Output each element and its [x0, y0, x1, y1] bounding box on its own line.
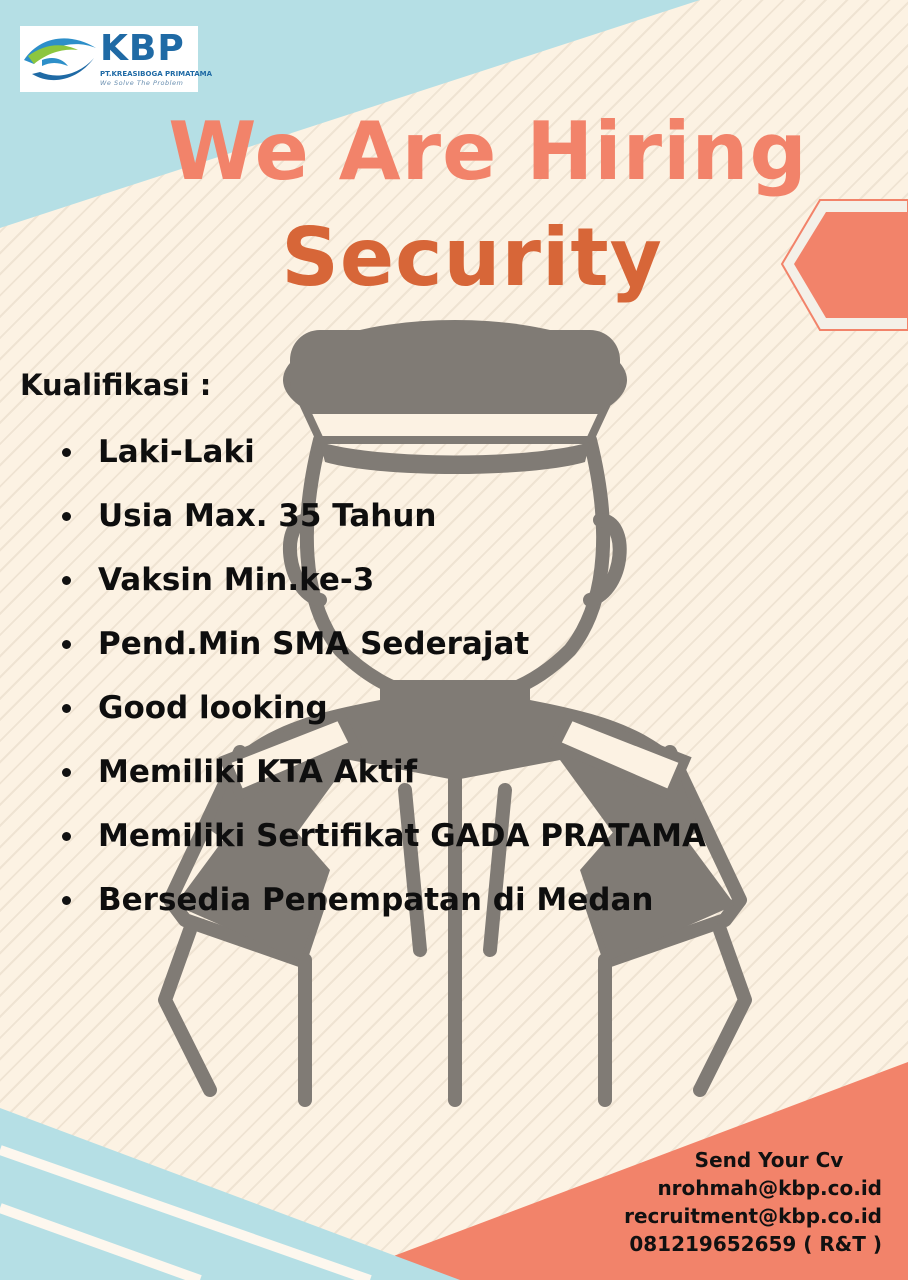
bullet-icon — [62, 512, 71, 521]
contact-block — [582, 1146, 882, 1258]
list-item — [60, 878, 706, 942]
bottom-blue-band — [0, 1108, 460, 1280]
bullet-icon — [62, 448, 71, 457]
qualification-text: Good looking — [98, 690, 328, 726]
contact-email-primary[interactable]: nrohmah@kbp.co.id — [657, 1176, 882, 1200]
logo-tagline: We Solve The Problem — [100, 79, 184, 87]
qualification-text: Usia Max. 35 Tahun — [98, 498, 437, 534]
qualifications-heading: Kualifikasi : — [20, 368, 212, 402]
contact-email-recruitment[interactable]: recruitment@kbp.co.id — [624, 1204, 882, 1228]
kbp-logo — [20, 26, 213, 92]
list-item — [60, 430, 706, 494]
list-item — [60, 622, 706, 686]
logo-brand-text: KBP — [100, 28, 185, 69]
bullet-icon — [62, 896, 71, 905]
qualification-text: Pend.Min SMA Sederajat — [98, 626, 530, 662]
list-item — [60, 686, 706, 750]
bullet-icon — [62, 576, 71, 585]
contact-phone[interactable]: 081219652659 ( R&T ) — [629, 1232, 882, 1256]
list-item — [60, 814, 706, 878]
bullet-icon — [62, 832, 71, 841]
qualification-text: Memiliki Sertifikat GADA PRATAMA — [98, 818, 706, 854]
logo-company-name: PT.KREASIBOGA PRIMATAMA — [100, 70, 213, 78]
list-item — [60, 750, 706, 814]
headline-hiring: We Are Hiring — [168, 105, 808, 198]
headline-position: Security — [281, 211, 663, 304]
qualification-text: Memiliki KTA Aktif — [98, 754, 418, 790]
kbp-swoosh-logo-icon — [22, 30, 98, 88]
list-item — [60, 558, 706, 622]
contact-heading: Send Your Cv — [694, 1148, 844, 1172]
list-item — [60, 494, 706, 558]
qualification-text: Vaksin Min.ke-3 — [98, 562, 375, 598]
bullet-icon — [62, 704, 71, 713]
bullet-icon — [62, 768, 71, 777]
qualification-text: Laki-Laki — [98, 434, 255, 470]
qualification-text: Bersedia Penempatan di Medan — [98, 882, 654, 918]
bullet-icon — [62, 640, 71, 649]
qualifications-list — [60, 430, 706, 942]
hat-top — [290, 330, 620, 410]
